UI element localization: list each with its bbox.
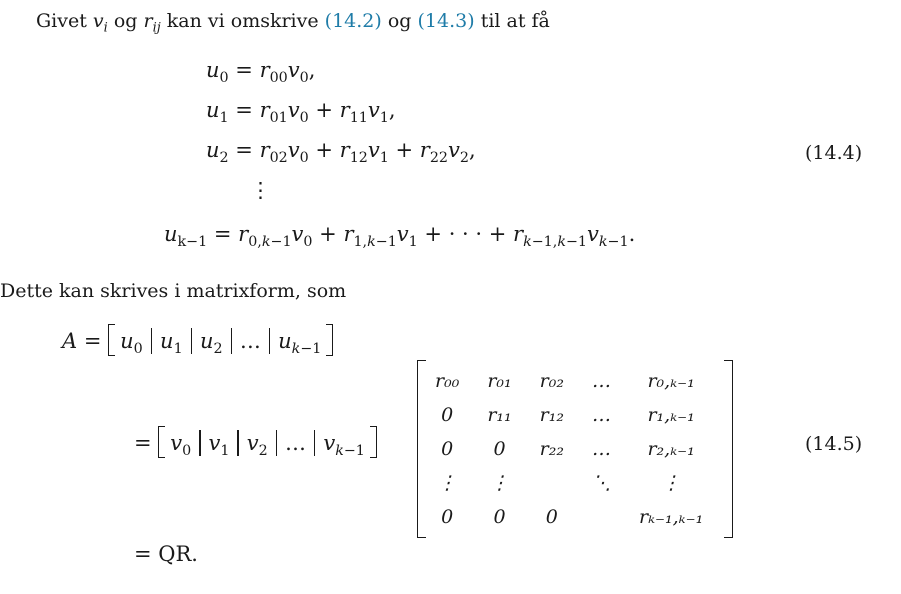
R-cell: r₂₂ <box>539 438 564 460</box>
R-cell: r₁₂ <box>539 404 564 426</box>
intro-og1: og <box>113 10 138 32</box>
R-cell: ⋮ <box>437 472 457 494</box>
R-matrix-right-bracket <box>724 360 733 538</box>
R-cell: … <box>591 370 611 392</box>
eq-V-columns: = $v_0$ $v_1$ $v_2$ … $v_{k-1}$ <box>134 426 377 458</box>
var-v: $v_i$ <box>92 10 108 36</box>
eq-final-QR: = QR. <box>134 542 198 566</box>
R-cell: ⋮ <box>661 472 681 494</box>
eq-line-u0: $u_0 = r_{00}v_0$, <box>206 58 316 86</box>
R-row-4 <box>421 500 717 534</box>
R-cell: ⋱ <box>591 472 611 494</box>
R-cell: 0 <box>493 506 506 528</box>
intro-prefix: Givet <box>36 10 87 32</box>
var-r: $r_{ij}$ <box>143 10 161 36</box>
intro-mid: kan vi omskrive <box>166 10 319 32</box>
ref-14-2-link[interactable]: (14.2) <box>324 10 382 32</box>
ref-14-3-link[interactable]: (14.3) <box>417 10 475 32</box>
R-cell <box>578 500 625 534</box>
R-cell: 0 <box>545 506 558 528</box>
intro-og2: og <box>387 10 412 32</box>
between-text: Dette kan skrives i matrixform, som <box>0 280 347 302</box>
intro-suffix: til at få <box>480 10 550 32</box>
R-cell: r₁,ₖ₋₁ <box>647 404 695 426</box>
R-row-2 <box>421 432 717 466</box>
eq-line-uk: $u_{k-1} = r_{0,k-1}v_0 + r_{1,k-1}v_1$ + · · · + $r_{k-1,k-1}v_{k-1}$. <box>164 222 636 250</box>
R-cell: ⋮ <box>489 472 509 494</box>
R-row-0 <box>421 364 717 398</box>
eq-line-u2: $u_2 = r_{02}v_0 + r_{12}v_1 + r_{22}v_2$, <box>206 138 476 166</box>
intro-sentence <box>36 10 550 36</box>
eq-vdots: ⋮ <box>250 178 271 202</box>
R-cell: r₁₁ <box>487 404 512 426</box>
R-cell: 0 <box>441 404 454 426</box>
R-matrix <box>417 360 733 538</box>
R-cell: … <box>591 438 611 460</box>
R-row-1 <box>421 398 717 432</box>
R-cell <box>526 466 578 500</box>
R-cell: r₀,ₖ₋₁ <box>647 370 695 392</box>
eq-line-u1: $u_1 = r_{01}v_0 + r_{11}v_1$, <box>206 98 396 126</box>
R-row-3 <box>421 466 717 500</box>
eq-number-14-4: (14.4) <box>805 142 863 164</box>
eq-A-columns: $A = u_0$ $u_1$ $u_2$ … $u_{k-1}$ <box>62 324 333 356</box>
R-cell: r₀₂ <box>539 370 564 392</box>
R-cell: 0 <box>493 438 506 460</box>
R-cell: r₂,ₖ₋₁ <box>647 438 695 460</box>
R-cell: … <box>591 404 611 426</box>
R-cell: 0 <box>441 506 454 528</box>
eq-number-14-5: (14.5) <box>805 433 863 455</box>
R-cell: 0 <box>441 438 454 460</box>
R-matrix-table <box>421 364 717 534</box>
R-cell: r₀₁ <box>487 370 512 392</box>
R-cell: rₖ₋₁,ₖ₋₁ <box>638 506 704 528</box>
R-cell: r₀₀ <box>435 370 460 392</box>
